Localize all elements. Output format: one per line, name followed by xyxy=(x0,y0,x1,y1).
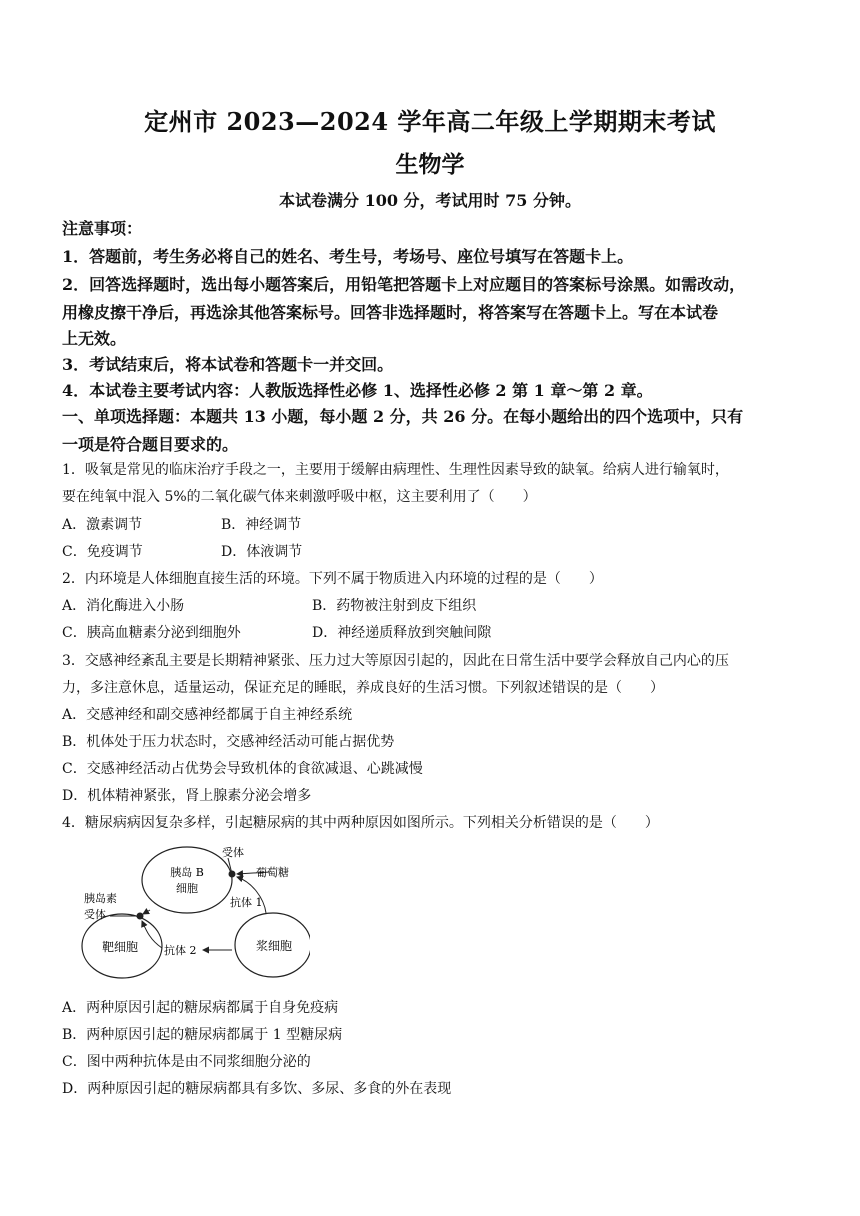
question-2-option-a: A．消化酶进入小肠 xyxy=(62,598,185,614)
antibody-2-label: 抗体 2 xyxy=(164,944,197,957)
question-1-stem: 1．吸氧是常见的临床治疗手段之一，主要用于缓解由病理性、生理性因素导致的缺氧。给病人进行输氧时， xyxy=(62,462,729,478)
note-line: 1．答题前，考生务必将自己的姓名、考生号，考场号、座位号填写在答题卡上。 xyxy=(62,247,634,266)
glucose-label: 葡萄糖 xyxy=(256,866,289,879)
question-1-option-c: C．免疫调节 xyxy=(62,544,143,560)
exam-info: 本试卷满分 100 分，考试用时 75 分钟。 xyxy=(279,191,581,210)
note-line: 2．回答选择题时，选出每小题答案后，用铅笔把答题卡上对应题目的答案标号涂黑。如需改动， xyxy=(62,275,746,294)
insulin-receptor-label-2: 受体 xyxy=(84,908,106,921)
question-4-option-b: B．两种原因引起的糖尿病都属于 1 型糖尿病 xyxy=(62,1027,343,1043)
question-3-option-a: A．交感神经和副交感神经都属于自主神经系统 xyxy=(62,707,353,723)
beta-cell-label-2: 细胞 xyxy=(176,882,198,895)
question-1-stem: 要在纯氧中混入 5%的二氧化碳气体来刺激呼吸中枢，这主要利用了（ ） xyxy=(62,489,537,505)
section-heading-cont: 一项是符合题目要求的。 xyxy=(62,435,239,454)
question-2-option-b: B．药物被注射到皮下组织 xyxy=(312,598,477,614)
question-4-option-a: A．两种原因引起的糖尿病都属于自身免疫病 xyxy=(62,1000,339,1016)
question-1-option-a: A．激素调节 xyxy=(62,517,143,533)
question-3-stem: 3．交感神经紊乱主要是长期精神紧张、压力过大等原因引起的，因此在日常生活中要学会释放自己内心的压 xyxy=(62,653,729,669)
diabetes-cause-diagram xyxy=(80,840,310,990)
question-2-option-c: C．胰高血糖素分泌到细胞外 xyxy=(62,625,241,641)
question-4-option-c: C．图中两种抗体是由不同浆细胞分泌的 xyxy=(62,1054,311,1070)
question-4-option-d: D．两种原因引起的糖尿病都具有多饮、多尿、多食的外在表现 xyxy=(62,1081,452,1097)
antibody-1-label: 抗体 1 xyxy=(230,896,263,909)
receptor-label: 受体 xyxy=(222,846,244,859)
note-line: 3．考试结束后，将本试卷和答题卡一并交回。 xyxy=(62,355,394,374)
note-line: 4．本试卷主要考试内容：人教版选择性必修 1、选择性必修 2 第 1 章～第 2 章。 xyxy=(62,381,653,400)
question-1-option-d: D．体液调节 xyxy=(221,544,303,560)
beta-cell-label-1: 胰岛 B xyxy=(170,866,204,879)
subject-title: 生物学 xyxy=(395,151,465,178)
note-line: 用橡皮擦干净后，再选涂其他答案标号。回答非选择题时，将答案写在答题卡上。写在本试卷 xyxy=(62,303,719,322)
question-2-stem: 2．内环境是人体细胞直接生活的环境。下列不属于物质进入内环境的过程的是（ ） xyxy=(62,571,603,587)
exam-title: 定州市 2023—2024 学年高二年级上学期期末考试 xyxy=(144,107,716,136)
section-heading: 一、单项选择题：本题共 13 小题，每小题 2 分，共 26 分。在每小题给出的四个选项中，只有 xyxy=(62,407,744,426)
question-3-option-d: D．机体精神紧张，肾上腺素分泌会增多 xyxy=(62,788,312,804)
insulin-receptor-label-1: 胰岛素 xyxy=(84,892,117,905)
question-3-option-c: C．交感神经活动占优势会导致机体的食欲减退、心跳减慢 xyxy=(62,761,423,777)
question-4-stem: 4．糖尿病病因复杂多样，引起糖尿病的其中两种原因如图所示。下列相关分析错误的是（ ） xyxy=(62,815,659,831)
beta-cell xyxy=(142,847,232,913)
question-1-option-b: B．神经调节 xyxy=(221,517,302,533)
question-3-option-b: B．机体处于压力状态时，交感神经活动可能占据优势 xyxy=(62,734,395,750)
note-line: 上无效。 xyxy=(62,329,127,348)
plasma-cell-label: 浆细胞 xyxy=(255,939,293,953)
question-2-option-d: D．神经递质释放到突触间隙 xyxy=(312,625,492,641)
notes-heading: 注意事项： xyxy=(62,219,143,238)
question-3-stem: 力，多注意休息，适量运动，保证充足的睡眠，养成良好的生活习惯。下列叙述错误的是（ ） xyxy=(62,680,664,696)
target-cell-label: 靶细胞 xyxy=(101,940,139,954)
